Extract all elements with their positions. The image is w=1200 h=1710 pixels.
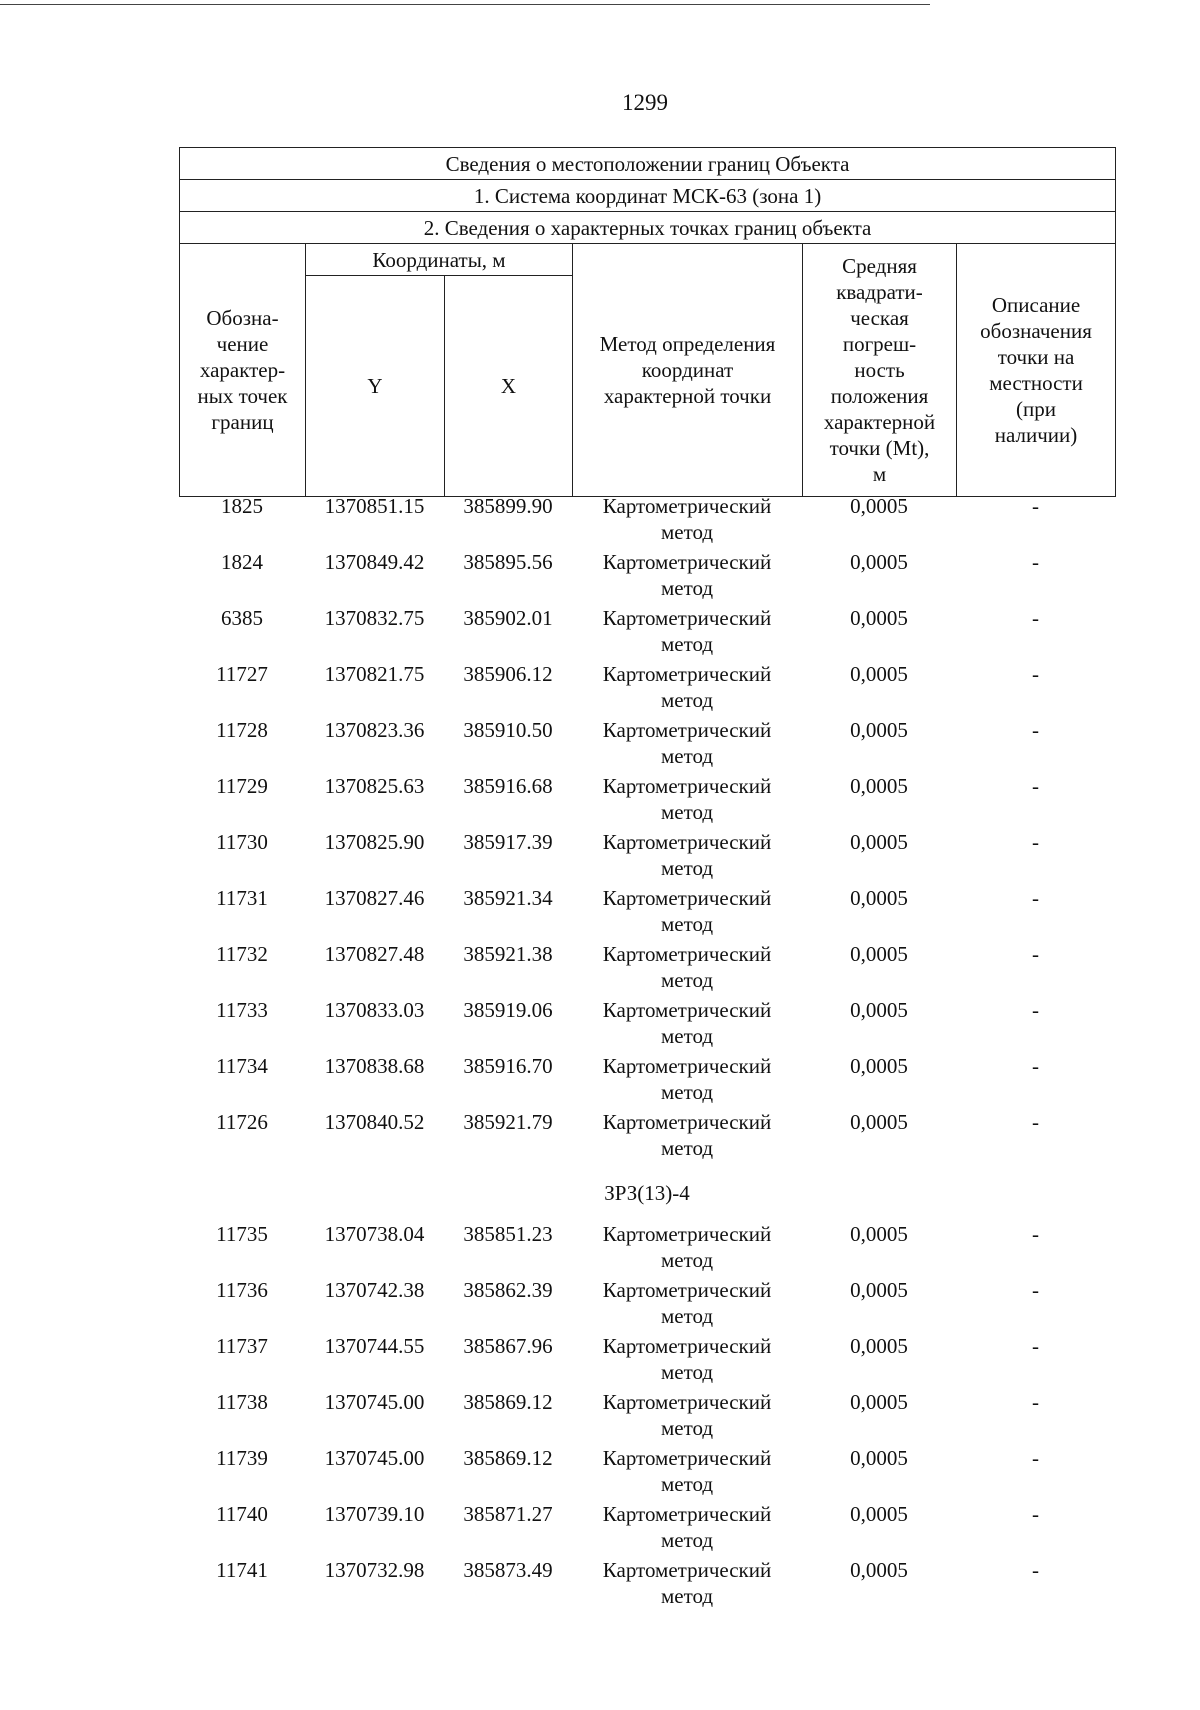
coordinate-system: 1. Система координат МСК-63 (зона 1) — [180, 180, 1116, 212]
cell-description: - — [1032, 1390, 1039, 1414]
cell-error: 0,0005 — [850, 662, 908, 686]
cell-point-id: 11736 — [216, 1278, 268, 1302]
table-row — [179, 997, 1115, 1053]
cell-x: 385851.23 — [463, 1222, 553, 1246]
cell-point-id: 11730 — [216, 830, 268, 854]
cell-description: - — [1032, 606, 1039, 630]
cell-y: 1370745.00 — [324, 1390, 425, 1414]
cell-error: 0,0005 — [850, 550, 908, 574]
col-designation-header: Обозна- чение характер- ных точек границ — [180, 244, 306, 497]
table-row — [179, 549, 1115, 605]
col-description-header: Описание обозначения точки на местности (при наличии) — [957, 244, 1116, 497]
cell-x: 385867.96 — [463, 1334, 553, 1358]
cell-error: 0,0005 — [850, 830, 908, 854]
cell-x: 385921.34 — [463, 886, 553, 910]
cell-method: Картометрический метод — [602, 1446, 772, 1496]
table-row — [179, 1557, 1115, 1613]
cell-y: 1370849.42 — [324, 550, 425, 574]
cell-x: 385869.12 — [463, 1446, 553, 1470]
cell-error: 0,0005 — [850, 494, 908, 518]
cell-error: 0,0005 — [850, 998, 908, 1022]
cell-description: - — [1032, 1446, 1039, 1470]
cell-method: Картометрический метод — [602, 1278, 772, 1328]
cell-error: 0,0005 — [850, 1502, 908, 1526]
section-label: ЗРЗ(13)-4 — [604, 1181, 690, 1205]
cell-x: 385899.90 — [463, 494, 553, 518]
col-error-header: Средняя квадрати- ческая погреш- ность положения характерной точки (Mt), м — [803, 244, 957, 497]
table-row — [179, 605, 1115, 661]
cell-description: - — [1032, 942, 1039, 966]
cell-description: - — [1032, 1278, 1039, 1302]
cell-y: 1370821.75 — [324, 662, 425, 686]
cell-point-id: 11731 — [216, 886, 268, 910]
cell-method: Картометрический метод — [602, 550, 772, 600]
cell-x: 385910.50 — [463, 718, 553, 742]
cell-y: 1370851.15 — [324, 494, 425, 518]
table-row — [179, 717, 1115, 773]
cell-description: - — [1032, 1222, 1039, 1246]
cell-error: 0,0005 — [850, 1110, 908, 1134]
header-title: Сведения о местоположении границ Объекта — [180, 148, 1116, 180]
cell-method: Картометрический метод — [602, 1110, 772, 1160]
points-table — [179, 493, 1115, 1613]
cell-point-id: 11741 — [216, 1558, 268, 1582]
cell-description: - — [1032, 1334, 1039, 1358]
table-row — [179, 1221, 1115, 1277]
cell-point-id: 11733 — [216, 998, 268, 1022]
top-border-line — [0, 4, 930, 5]
cell-point-id: 11740 — [216, 1502, 268, 1526]
cell-description: - — [1032, 494, 1039, 518]
cell-method: Картометрический метод — [602, 830, 772, 880]
cell-y: 1370825.63 — [324, 774, 425, 798]
cell-x: 385921.79 — [463, 1110, 553, 1134]
cell-method: Картометрический метод — [602, 1334, 772, 1384]
cell-x: 385862.39 — [463, 1278, 553, 1302]
cell-error: 0,0005 — [850, 1054, 908, 1078]
cell-method: Картометрический метод — [602, 1502, 772, 1552]
cell-description: - — [1032, 1054, 1039, 1078]
cell-x: 385902.01 — [463, 606, 553, 630]
cell-method: Картометрический метод — [602, 494, 772, 544]
cell-point-id: 11735 — [216, 1222, 268, 1246]
cell-point-id: 11734 — [216, 1054, 268, 1078]
cell-x: 385871.27 — [463, 1502, 553, 1526]
cell-y: 1370840.52 — [324, 1110, 425, 1134]
cell-point-id: 1825 — [221, 494, 263, 518]
table-row — [179, 661, 1115, 717]
col-x-header: X — [445, 276, 573, 497]
points-title: 2. Сведения о характерных точках границ объекта — [180, 212, 1116, 244]
cell-y: 1370742.38 — [324, 1278, 425, 1302]
cell-x: 385873.49 — [463, 1558, 553, 1582]
cell-error: 0,0005 — [850, 886, 908, 910]
cell-description: - — [1032, 774, 1039, 798]
cell-description: - — [1032, 550, 1039, 574]
table-row — [179, 1333, 1115, 1389]
cell-x: 385917.39 — [463, 830, 553, 854]
table-row — [179, 1501, 1115, 1557]
cell-point-id: 11726 — [216, 1110, 268, 1134]
cell-point-id: 11739 — [216, 1446, 268, 1470]
cell-error: 0,0005 — [850, 1390, 908, 1414]
cell-description: - — [1032, 718, 1039, 742]
cell-x: 385895.56 — [463, 550, 553, 574]
cell-error: 0,0005 — [850, 718, 908, 742]
cell-description: - — [1032, 1110, 1039, 1134]
table-row — [179, 829, 1115, 885]
cell-point-id: 11728 — [216, 718, 268, 742]
cell-y: 1370833.03 — [324, 998, 425, 1022]
col-coordinates-header: Координаты, м — [306, 244, 573, 276]
cell-error: 0,0005 — [850, 942, 908, 966]
cell-error: 0,0005 — [850, 606, 908, 630]
cell-y: 1370732.98 — [324, 1558, 425, 1582]
cell-x: 385921.38 — [463, 942, 553, 966]
table-row — [179, 1053, 1115, 1109]
cell-error: 0,0005 — [850, 1334, 908, 1358]
table-row — [179, 773, 1115, 829]
cell-y: 1370823.36 — [324, 718, 425, 742]
cell-description: - — [1032, 830, 1039, 854]
cell-method: Картометрический метод — [602, 886, 772, 936]
cell-y: 1370838.68 — [324, 1054, 425, 1078]
cell-point-id: 6385 — [221, 606, 263, 630]
cell-point-id: 1824 — [221, 550, 263, 574]
cell-error: 0,0005 — [850, 1222, 908, 1246]
cell-method: Картометрический метод — [602, 1390, 772, 1440]
cell-x: 385919.06 — [463, 998, 553, 1022]
cell-point-id: 11737 — [216, 1334, 268, 1358]
table-row — [179, 1389, 1115, 1445]
cell-method: Картометрический метод — [602, 718, 772, 768]
col-method-header: Метод определения координат характерной точки — [573, 244, 803, 497]
cell-description: - — [1032, 662, 1039, 686]
table-header — [179, 147, 1116, 497]
cell-y: 1370744.55 — [324, 1334, 425, 1358]
cell-x: 385869.12 — [463, 1390, 553, 1414]
cell-method: Картометрический метод — [602, 942, 772, 992]
table-row — [179, 885, 1115, 941]
cell-y: 1370745.00 — [324, 1446, 425, 1470]
page-number: 1299 — [622, 90, 668, 115]
col-y-header: Y — [306, 276, 445, 497]
cell-y: 1370738.04 — [324, 1222, 425, 1246]
cell-method: Картометрический метод — [602, 1054, 772, 1104]
cell-method: Картометрический метод — [602, 998, 772, 1048]
cell-method: Картометрический метод — [602, 1222, 772, 1272]
cell-error: 0,0005 — [850, 774, 908, 798]
cell-method: Картометрический метод — [602, 1558, 772, 1608]
cell-y: 1370825.90 — [324, 830, 425, 854]
cell-method: Картометрический метод — [602, 662, 772, 712]
cell-description: - — [1032, 886, 1039, 910]
cell-method: Картометрический метод — [602, 774, 772, 824]
cell-description: - — [1032, 998, 1039, 1022]
cell-x: 385916.70 — [463, 1054, 553, 1078]
cell-x: 385906.12 — [463, 662, 553, 686]
cell-y: 1370827.48 — [324, 942, 425, 966]
cell-y: 1370832.75 — [324, 606, 425, 630]
cell-description: - — [1032, 1558, 1039, 1582]
cell-point-id: 11738 — [216, 1390, 268, 1414]
cell-point-id: 11729 — [216, 774, 268, 798]
cell-error: 0,0005 — [850, 1278, 908, 1302]
cell-error: 0,0005 — [850, 1446, 908, 1470]
table-row — [179, 941, 1115, 997]
table-row — [179, 1445, 1115, 1501]
cell-method: Картометрический метод — [602, 606, 772, 656]
table-row — [179, 1277, 1115, 1333]
cell-point-id: 11732 — [216, 942, 268, 966]
cell-description: - — [1032, 1502, 1039, 1526]
table-row — [179, 493, 1115, 549]
cell-error: 0,0005 — [850, 1558, 908, 1582]
cell-y: 1370827.46 — [324, 886, 425, 910]
cell-point-id: 11727 — [216, 662, 268, 686]
table-row — [179, 1109, 1115, 1165]
cell-x: 385916.68 — [463, 774, 553, 798]
cell-y: 1370739.10 — [324, 1502, 425, 1526]
